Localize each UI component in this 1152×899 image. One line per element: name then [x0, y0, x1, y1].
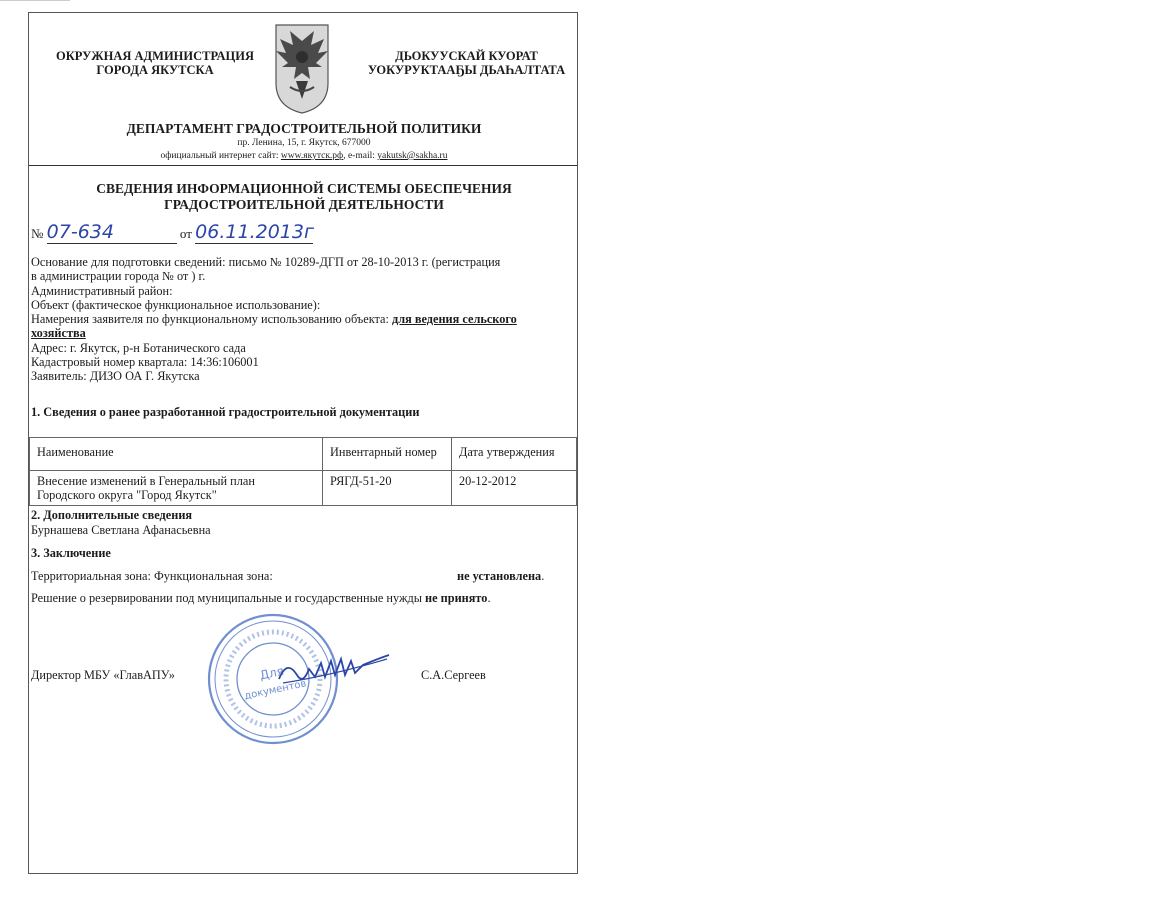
website-label: официальный интернет сайт:	[160, 151, 279, 161]
document-sheet	[28, 12, 578, 874]
basis-line-2: в администрации города № от ) г.	[31, 269, 206, 284]
cell-name	[30, 471, 323, 506]
request-details	[31, 255, 571, 384]
intent-value-part-2: хозяйства	[31, 326, 86, 341]
department-address: пр. Ленина, 15, г. Якутск, 677000	[237, 138, 371, 148]
cell-date: 20-12-2012	[452, 471, 577, 506]
email-label: , e-mail:	[343, 151, 375, 161]
reserve-text: Решение о резервировании под муниципальные и государственные нужды	[31, 591, 422, 605]
section-3-heading: 3. Заключение	[31, 546, 111, 560]
intent-label: Намерения заявителя по функциональному использованию объекта:	[31, 312, 389, 327]
number-field	[47, 221, 177, 244]
table-header-row	[30, 438, 577, 471]
cell-name-line-1: Внесение изменений в Генеральный план	[37, 474, 255, 488]
issuer-org-sakha	[359, 49, 574, 77]
date-field	[195, 221, 313, 244]
document-title	[29, 181, 579, 213]
reserve-status: не принято	[425, 591, 488, 605]
issuer-org-ru-line-1: ОКРУЖНАЯ АДМИНИСТРАЦИЯ	[55, 49, 255, 63]
section-2-heading: 2. Дополнительные сведения	[31, 508, 193, 522]
number-label: №	[31, 226, 44, 241]
svg-text:документов: документов	[243, 678, 308, 703]
email-link[interactable]: yakutsk@sakha.ru	[377, 151, 448, 161]
website-link[interactable]: www.якутск.рф	[280, 151, 344, 161]
section-1-heading: 1. Сведения о ранее разработанной градостроительной документации	[31, 405, 420, 419]
column-header-inventory: Инвентарный номер	[323, 438, 452, 471]
director-signature-icon	[273, 645, 393, 693]
signatory-position: Директор МБУ «ГлавАПУ»	[31, 668, 175, 682]
department-contacts	[29, 151, 579, 161]
applicant-line: Заявитель: ДИЗО ОА Г. Якутска	[31, 369, 200, 384]
department-name: ДЕПАРТАМЕНТ ГРАДОСТРОИТЕЛЬНОЙ ПОЛИТИКИ	[126, 121, 482, 136]
cell-name-line-2: Городского округа "Город Якутск"	[37, 488, 217, 502]
issuer-org-sakha-line-1: ДЬОКУУСКАЙ КУОРАТ	[395, 49, 538, 63]
header-divider	[29, 165, 577, 166]
issuer-org-ru-line-2: ГОРОДА ЯКУТСКА	[96, 63, 214, 77]
column-header-date: Дата утверждения	[452, 438, 577, 471]
cell-inventory: РЯГД-51-20	[323, 471, 452, 506]
document-title-line-1: СВЕДЕНИЯ ИНФОРМАЦИОННОЙ СИСТЕМЫ ОБЕСПЕЧЕНИЯ	[96, 181, 512, 196]
additional-info-text: Бурнашева Светлана Афанасьевна	[31, 523, 211, 537]
intent-line	[31, 312, 571, 326]
zone-status: не установлена.	[457, 569, 545, 583]
district-line: Административный район:	[31, 283, 173, 298]
handwritten-date: 06.11.2013г	[195, 221, 314, 243]
svg-text:Для: Для	[258, 663, 286, 683]
date-label: от	[179, 226, 192, 241]
object-line: Объект (фактическое функциональное использование):	[31, 297, 321, 312]
cadastre-line: Кадастровый номер квартала: 14:36:106001	[31, 355, 259, 370]
handwritten-number: 07-634	[46, 221, 114, 243]
documentation-table	[29, 437, 577, 506]
zone-status-value: не установлена	[457, 569, 542, 583]
column-header-name: Наименование	[30, 438, 323, 471]
table-row	[30, 471, 577, 506]
intent-value-part-1: для ведения сельского	[392, 312, 517, 327]
reserve-line: Решение о резервировании под муниципальные и государственные нужды не принято.	[31, 591, 491, 605]
issuer-org-ru	[35, 49, 275, 77]
registration-line	[31, 221, 313, 244]
signatory-name: С.А.Сергеев	[421, 668, 486, 682]
document-title-line-2: ГРАДОСТРОИТЕЛЬНОЙ ДЕЯТЕЛЬНОСТИ	[164, 197, 444, 212]
eagle-coat-of-arms-icon	[270, 21, 334, 115]
issuer-org-sakha-line-2: УОКУРУКТААҔЫ ДЬАҺАЛТАТА	[367, 63, 566, 77]
address-line: Адрес: г. Якутск, р-н Ботанического сада	[31, 340, 246, 355]
basis-line-1: Основание для подготовки сведений: письмо № 10289-ДГП от 28-10-2013 г. (регистрация	[31, 255, 501, 269]
zone-text: Территориальная зона: Функциональная зона:	[31, 569, 273, 583]
